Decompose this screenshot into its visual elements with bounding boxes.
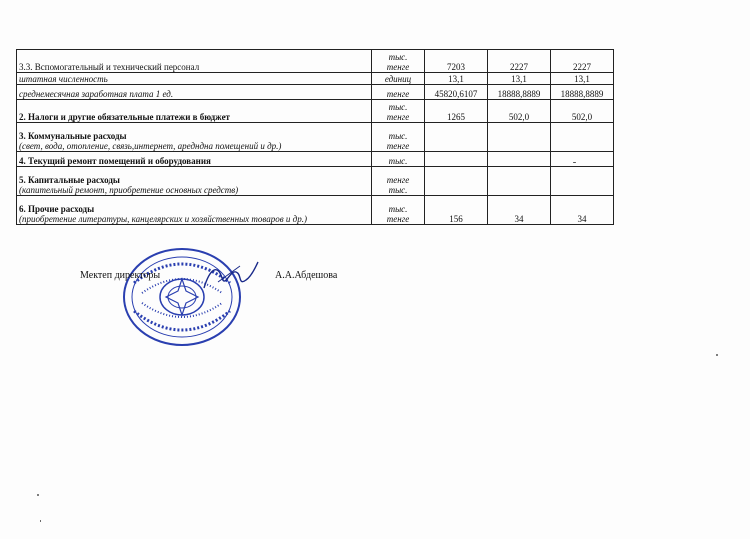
row-label: среднемесячная заработная плата 1 ед.: [19, 89, 174, 99]
unit-top: тыс.: [388, 52, 408, 62]
value-cell: [551, 152, 614, 167]
row-name: [17, 167, 372, 196]
row-unit: [372, 100, 425, 123]
table-row: [17, 100, 614, 123]
director-name: А.А.Абдешова: [275, 270, 338, 281]
unit-bottom: тенге: [386, 175, 410, 185]
unit-top: тыс.: [388, 185, 408, 195]
table-row: [17, 73, 614, 85]
unit-bottom: тенге: [386, 89, 410, 99]
handwritten-signature: [200, 258, 260, 298]
row-name: [17, 196, 372, 225]
row-name: [17, 100, 372, 123]
value-cell: 18888,8889: [488, 85, 551, 100]
value-cell: [551, 123, 614, 152]
table-row: [17, 167, 614, 196]
row-unit: [372, 50, 425, 73]
unit-top: тыс.: [388, 131, 408, 141]
value-cell: 34: [551, 196, 614, 225]
unit-bottom: тенге: [386, 141, 410, 151]
row-unit: [372, 167, 425, 196]
unit-bottom: тенге: [386, 62, 410, 72]
unit-bottom: тенге: [386, 112, 410, 122]
unit-top: тыс.: [388, 102, 408, 112]
row-label: 3. Коммунальные расходы: [19, 131, 127, 141]
table-row: [17, 50, 614, 73]
row-sublabel: (свет, вода, отопление, связь,интернет, аредндна помещений и др.): [19, 141, 282, 151]
row-unit: [372, 152, 425, 167]
table-row: [17, 196, 614, 225]
value-cell: 156: [425, 196, 488, 225]
signature-block: [80, 270, 338, 281]
value-cell: [488, 152, 551, 167]
table-row: [17, 85, 614, 100]
unit-top: тыс.: [388, 204, 408, 214]
value-cell: [425, 123, 488, 152]
row-label: 3.3. Вспомогательный и технический персонал: [19, 62, 200, 72]
row-unit: [372, 85, 425, 100]
row-name: [17, 50, 372, 73]
value-cell: [551, 167, 614, 196]
value-cell: 502,0: [551, 100, 614, 123]
row-unit: [372, 73, 425, 85]
director-title: Мектеп директоры: [80, 270, 161, 281]
row-name: [17, 152, 372, 167]
row-sublabel: (капительный ремонт, приобретение основных средств): [19, 185, 239, 195]
value-cell: [488, 167, 551, 196]
value-cell: 34: [488, 196, 551, 225]
row-name: [17, 85, 372, 100]
row-label: 6. Прочие расходы: [19, 204, 95, 214]
row-label: штатная численность: [19, 74, 108, 84]
value-cell: [425, 152, 488, 167]
value-cell: 1265: [425, 100, 488, 123]
value-cell: 13,1: [551, 73, 614, 85]
unit-bottom: тенге: [386, 214, 410, 224]
row-name: [17, 73, 372, 85]
row-unit: [372, 196, 425, 225]
row-label: 2. Налоги и другие обязательные платежи в бюджет: [19, 112, 230, 122]
row-name: [17, 123, 372, 152]
table-row: [17, 123, 614, 152]
table-row: [17, 152, 614, 167]
value-cell: 13,1: [488, 73, 551, 85]
value-cell: 2227: [488, 50, 551, 73]
unit-bottom: единиц: [384, 74, 412, 84]
unit-top: тыс.: [388, 156, 408, 166]
value-cell: 18888,8889: [551, 85, 614, 100]
row-unit: [372, 123, 425, 152]
value-cell: 502,0: [488, 100, 551, 123]
value-cell: [488, 123, 551, 152]
value-cell: [425, 167, 488, 196]
value-cell: 7203: [425, 50, 488, 73]
row-label: 4. Текущий ремонт помещений и оборудования: [19, 156, 211, 166]
value-cell: 13,1: [425, 73, 488, 85]
budget-table: [16, 49, 614, 225]
value-cell: 2227: [551, 50, 614, 73]
row-label: 5. Капитальные расходы: [19, 175, 120, 185]
value-cell: 45820,6107: [425, 85, 488, 100]
row-sublabel: (приобретение литературы, канцелярских и хозяйственных товаров и др.): [19, 214, 307, 224]
